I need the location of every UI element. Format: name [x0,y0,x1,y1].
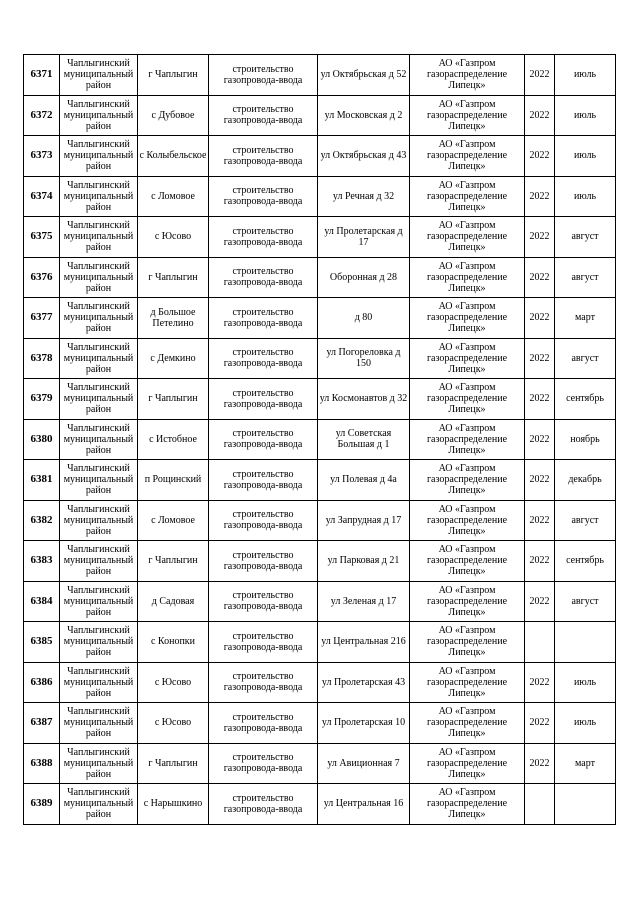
district-cell: Чаплыгинский муниципальный район [60,500,138,541]
row-number: 6376 [24,257,60,298]
settlement-cell: с Юсово [138,217,209,258]
work-type-cell: строительство газопровода-ввода [209,541,318,582]
work-type-cell: строительство газопровода-ввода [209,257,318,298]
address-cell: ул Московская д 2 [318,95,410,136]
year-cell: 2022 [525,379,555,420]
district-cell: Чаплыгинский муниципальный район [60,176,138,217]
year-cell [525,622,555,663]
settlement-cell: с Ломовое [138,176,209,217]
row-number: 6384 [24,581,60,622]
month-cell: август [555,257,616,298]
row-number: 6386 [24,662,60,703]
work-type-cell: строительство газопровода-ввода [209,95,318,136]
month-cell: август [555,338,616,379]
gasification-table [23,54,616,825]
work-type-cell: строительство газопровода-ввода [209,338,318,379]
settlement-cell: с Демкино [138,338,209,379]
month-cell: сентябрь [555,541,616,582]
month-cell: июль [555,136,616,177]
year-cell: 2022 [525,743,555,784]
district-cell: Чаплыгинский муниципальный район [60,784,138,825]
table-row [24,703,616,744]
organization-cell: АО «Газпром газораспределение Липецк» [410,622,525,663]
work-type-cell: строительство газопровода-ввода [209,379,318,420]
settlement-cell: г Чаплыгин [138,55,209,96]
row-number: 6375 [24,217,60,258]
organization-cell: АО «Газпром газораспределение Липецк» [410,703,525,744]
address-cell: д 80 [318,298,410,339]
row-number: 6380 [24,419,60,460]
organization-cell: АО «Газпром газораспределение Липецк» [410,581,525,622]
district-cell: Чаплыгинский муниципальный район [60,136,138,177]
settlement-cell: с Колыбельское [138,136,209,177]
settlement-cell: г Чаплыгин [138,379,209,420]
table-row [24,55,616,96]
table-row [24,662,616,703]
organization-cell: АО «Газпром газораспределение Липецк» [410,743,525,784]
work-type-cell: строительство газопровода-ввода [209,136,318,177]
district-cell: Чаплыгинский муниципальный район [60,541,138,582]
settlement-cell: с Нарышкино [138,784,209,825]
work-type-cell: строительство газопровода-ввода [209,703,318,744]
row-number: 6374 [24,176,60,217]
year-cell: 2022 [525,176,555,217]
organization-cell: АО «Газпром газораспределение Липецк» [410,338,525,379]
organization-cell: АО «Газпром газораспределение Липецк» [410,500,525,541]
month-cell: сентябрь [555,379,616,420]
organization-cell: АО «Газпром газораспределение Липецк» [410,95,525,136]
work-type-cell: строительство газопровода-ввода [209,298,318,339]
year-cell: 2022 [525,460,555,501]
organization-cell: АО «Газпром газораспределение Липецк» [410,176,525,217]
settlement-cell: с Конопки [138,622,209,663]
year-cell: 2022 [525,581,555,622]
table-row [24,176,616,217]
organization-cell: АО «Газпром газораспределение Липецк» [410,136,525,177]
table-row [24,784,616,825]
settlement-cell: г Чаплыгин [138,541,209,582]
row-number: 6373 [24,136,60,177]
district-cell: Чаплыгинский муниципальный район [60,581,138,622]
year-cell: 2022 [525,217,555,258]
district-cell: Чаплыгинский муниципальный район [60,379,138,420]
organization-cell: АО «Газпром газораспределение Липецк» [410,217,525,258]
work-type-cell: строительство газопровода-ввода [209,176,318,217]
year-cell: 2022 [525,95,555,136]
table-row [24,217,616,258]
address-cell: ул Центральная 216 [318,622,410,663]
district-cell: Чаплыгинский муниципальный район [60,95,138,136]
row-number: 6388 [24,743,60,784]
table-row [24,622,616,663]
district-cell: Чаплыгинский муниципальный район [60,703,138,744]
month-cell: июль [555,95,616,136]
month-cell: ноябрь [555,419,616,460]
table-row [24,257,616,298]
table-row [24,460,616,501]
row-number: 6378 [24,338,60,379]
row-number: 6379 [24,379,60,420]
work-type-cell: строительство газопровода-ввода [209,460,318,501]
address-cell: ул Октябрьская д 43 [318,136,410,177]
organization-cell: АО «Газпром газораспределение Липецк» [410,662,525,703]
address-cell: ул Речная д 32 [318,176,410,217]
table-body [24,55,616,825]
year-cell: 2022 [525,136,555,177]
district-cell: Чаплыгинский муниципальный район [60,217,138,258]
row-number: 6385 [24,622,60,663]
work-type-cell: строительство газопровода-ввода [209,500,318,541]
table-row [24,95,616,136]
year-cell: 2022 [525,338,555,379]
settlement-cell: с Юсово [138,662,209,703]
document-page [23,54,616,825]
row-number: 6371 [24,55,60,96]
year-cell: 2022 [525,257,555,298]
district-cell: Чаплыгинский муниципальный район [60,257,138,298]
settlement-cell: с Истобное [138,419,209,460]
address-cell: Оборонная д 28 [318,257,410,298]
table-row [24,743,616,784]
row-number: 6383 [24,541,60,582]
table-row [24,581,616,622]
work-type-cell: строительство газопровода-ввода [209,581,318,622]
row-number: 6377 [24,298,60,339]
table-row [24,541,616,582]
month-cell: июль [555,55,616,96]
organization-cell: АО «Газпром газораспределение Липецк» [410,460,525,501]
settlement-cell: д Садовая [138,581,209,622]
address-cell: ул Космонавтов д 32 [318,379,410,420]
year-cell: 2022 [525,703,555,744]
year-cell [525,784,555,825]
year-cell: 2022 [525,298,555,339]
settlement-cell: с Юсово [138,703,209,744]
district-cell: Чаплыгинский муниципальный район [60,460,138,501]
address-cell: ул Зеленая д 17 [318,581,410,622]
settlement-cell: г Чаплыгин [138,257,209,298]
address-cell: ул Авиционная 7 [318,743,410,784]
district-cell: Чаплыгинский муниципальный район [60,622,138,663]
month-cell [555,622,616,663]
organization-cell: АО «Газпром газораспределение Липецк» [410,55,525,96]
address-cell: ул Парковая д 21 [318,541,410,582]
table-row [24,298,616,339]
district-cell: Чаплыгинский муниципальный район [60,55,138,96]
month-cell: декабрь [555,460,616,501]
month-cell: июль [555,662,616,703]
district-cell: Чаплыгинский муниципальный район [60,662,138,703]
table-row [24,379,616,420]
work-type-cell: строительство газопровода-ввода [209,419,318,460]
settlement-cell: с Дубовое [138,95,209,136]
organization-cell: АО «Газпром газораспределение Липецк» [410,379,525,420]
year-cell: 2022 [525,662,555,703]
organization-cell: АО «Газпром газораспределение Липецк» [410,784,525,825]
address-cell: ул Пролетарская д 17 [318,217,410,258]
address-cell: ул Октябрьская д 52 [318,55,410,96]
row-number: 6372 [24,95,60,136]
month-cell: июль [555,703,616,744]
organization-cell: АО «Газпром газораспределение Липецк» [410,257,525,298]
work-type-cell: строительство газопровода-ввода [209,217,318,258]
month-cell [555,784,616,825]
settlement-cell: д Большое Петелино [138,298,209,339]
work-type-cell: строительство газопровода-ввода [209,743,318,784]
district-cell: Чаплыгинский муниципальный район [60,298,138,339]
year-cell: 2022 [525,541,555,582]
district-cell: Чаплыгинский муниципальный район [60,419,138,460]
organization-cell: АО «Газпром газораспределение Липецк» [410,298,525,339]
month-cell: июль [555,176,616,217]
work-type-cell: строительство газопровода-ввода [209,55,318,96]
month-cell: август [555,217,616,258]
address-cell: ул Пролетарская 43 [318,662,410,703]
district-cell: Чаплыгинский муниципальный район [60,743,138,784]
organization-cell: АО «Газпром газораспределение Липецк» [410,419,525,460]
address-cell: ул Советская Большая д 1 [318,419,410,460]
organization-cell: АО «Газпром газораспределение Липецк» [410,541,525,582]
month-cell: март [555,743,616,784]
address-cell: ул Полевая д 4а [318,460,410,501]
work-type-cell: строительство газопровода-ввода [209,622,318,663]
address-cell: ул Пролетарская 10 [318,703,410,744]
row-number: 6382 [24,500,60,541]
address-cell: ул Центральная 16 [318,784,410,825]
settlement-cell: г Чаплыгин [138,743,209,784]
row-number: 6387 [24,703,60,744]
district-cell: Чаплыгинский муниципальный район [60,338,138,379]
address-cell: ул Погореловка д 150 [318,338,410,379]
table-row [24,500,616,541]
year-cell: 2022 [525,55,555,96]
row-number: 6389 [24,784,60,825]
table-row [24,136,616,177]
row-number: 6381 [24,460,60,501]
month-cell: август [555,581,616,622]
settlement-cell: п Рощинский [138,460,209,501]
year-cell: 2022 [525,500,555,541]
table-row [24,338,616,379]
settlement-cell: с Ломовое [138,500,209,541]
year-cell: 2022 [525,419,555,460]
table-row [24,419,616,460]
month-cell: март [555,298,616,339]
address-cell: ул Запрудная д 17 [318,500,410,541]
month-cell: август [555,500,616,541]
work-type-cell: строительство газопровода-ввода [209,784,318,825]
work-type-cell: строительство газопровода-ввода [209,662,318,703]
